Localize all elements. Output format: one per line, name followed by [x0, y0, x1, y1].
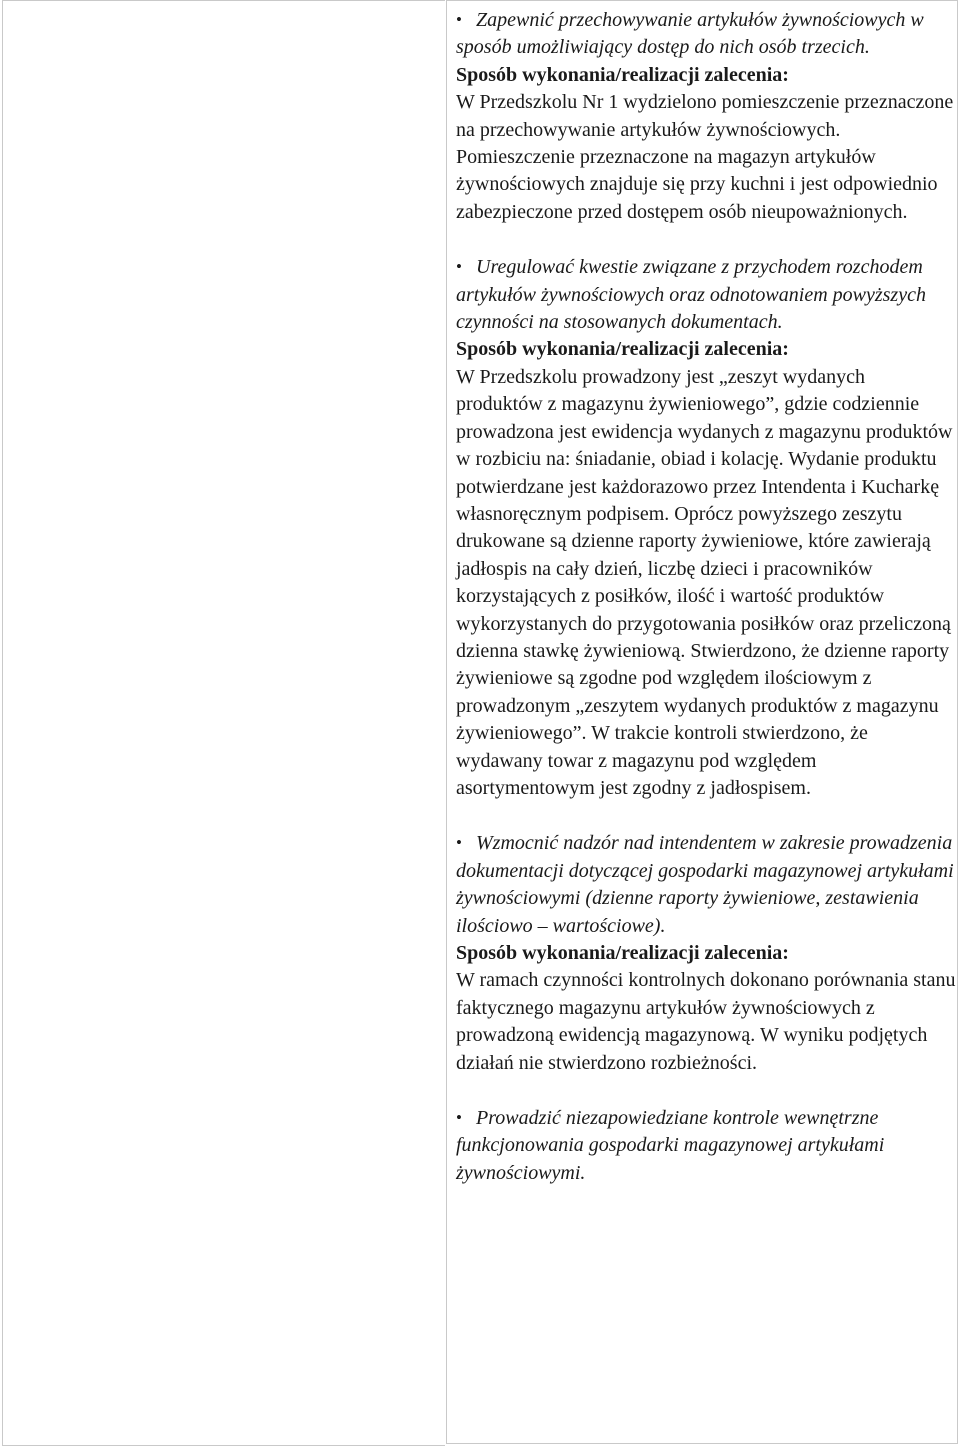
recommendation-item — [456, 253, 956, 802]
method-label: Sposób wykonania/realizacji zalecenia: — [456, 942, 789, 964]
table-cell-left — [2, 0, 445, 1446]
method-text: W ramach czynności kontrolnych dokonano porównania stanu faktycznego magazynu artykułów żywnościowych z prowadzoną ewidencją magazynową. W wyniku podjętych działań nie stwierdzono rozbieżności. — [456, 969, 956, 1074]
method-label: Sposób wykonania/realizacji zalecenia: — [456, 63, 789, 86]
recommendations-list — [456, 6, 956, 1214]
bullet-icon: • — [456, 1108, 462, 1128]
bullet-icon: • — [456, 833, 462, 853]
recommendation-text: • Wzmocnić nadzór nad intendentem w zakresie prowadzenia dokumentacji dotyczącej gospodarki magazynowej artykułami żywnościowymi (dzienne raporty żywieniowe, zestawienia ilościowo – wartościowe). — [456, 829, 956, 940]
method-label: Sposób wykonania/realizacji zalecenia: — [456, 338, 789, 361]
method-text: W Przedszkolu prowadzony jest „zeszyt wydanych produktów z magazynu żywieniowego”, gdzie codziennie prowadzona jest ewidencja wydanych z magazynu produktów w rozbiciu na: śniadanie, obiad i kolację. Wydanie produktu potwierdzane jest każdorazowo przez Intendenta i Kucharkę własnoręcznym podpisem. Oprócz powyższego zeszytu drukowane są dzienne raporty żywieniowe, które zawierają jadłospis na cały dzień, liczbę dzieci i pracowników korzystających z posiłków, ilość i wartość produktów wykorzystanych do przygotowania posiłków oraz przeliczoną dzienna stawkę żywieniową. Stwierdzono, że dzienne raporty żywieniowe są zgodne pod względem ilościowym z prowadzonym „zeszytem wydanych produktów z magazynu żywieniowego”. W trakcie kontroli stwierdzono, że wydawany towar z magazynu pod względem asortymentowym jest zgodny z jadłospisem. — [456, 365, 953, 799]
method-text: W Przedszkolu Nr 1 wydzielono pomieszczenie przeznaczone na przechowywanie artykułów żywnościowych. Pomieszczenie przeznaczone na magazyn artykułów żywnościowych znajduje się przy kuchni i jest odpowiednio zabezpieczone przed dostępem osób nieupoważnionych. — [456, 91, 954, 223]
recommendation-item — [456, 829, 956, 1077]
recommendation-item — [456, 1104, 956, 1187]
bullet-icon: • — [456, 257, 462, 277]
recommendation-text: • Zapewnić przechowywanie artykułów żywnościowych w sposób umożliwiający dostęp do nich osób trzecich. — [456, 6, 956, 62]
recommendation-text: • Uregulować kwestie związane z przychodem rozchodem artykułów żywnościowych oraz odnotowaniem powyższych czynności na stosowanych dokumentach. — [456, 253, 956, 336]
recommendation-text: • Prowadzić niezapowiedziane kontrole wewnętrzne funkcjonowania gospodarki magazynowej artykułami żywnościowymi. — [456, 1104, 956, 1187]
bullet-icon: • — [456, 10, 462, 29]
recommendation-item — [456, 6, 956, 226]
